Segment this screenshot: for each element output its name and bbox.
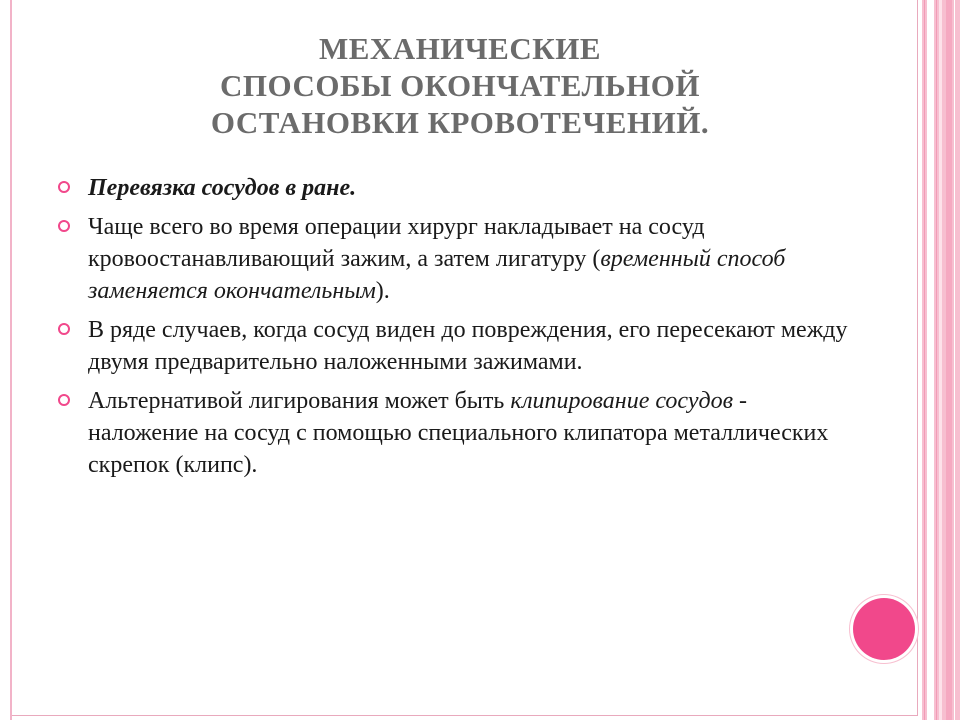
stripe [936, 0, 937, 720]
stripe [924, 0, 925, 720]
slide-title [60, 30, 860, 141]
bullet-item [56, 314, 856, 378]
title-line-1: МЕХАНИЧЕСКИЕ [318, 31, 602, 66]
stripe [946, 0, 952, 720]
accent-circle [853, 598, 915, 660]
bullet-text: Чаще всего во время операции хирург накладывает на сосуд кровоостанавливающий зажим, а затем лигатуру ( [88, 214, 705, 272]
bullet-italic-text: клипирование сосудов [510, 388, 734, 414]
bullet-item [56, 385, 856, 481]
bullet-text: В ряде случаев, когда сосуд виден до повреждения, его пересекают между двумя предварительно наложенными зажимами. [88, 317, 848, 375]
bullet-text: Альтернативой лигирования может быть [88, 388, 511, 414]
decorative-stripes [918, 0, 960, 720]
bullet-text: - наложение на сосуд с помощью специального клипатора металлических скрепок (клипс). [88, 388, 829, 478]
stripe [939, 0, 942, 720]
bullet-text: ). [375, 278, 390, 304]
title-line-3: ОСТАНОВКИ КРОВОТЕЧЕНИЙ. [210, 105, 710, 140]
bullet-text: Перевязка сосудов в ране. [88, 175, 357, 201]
bullet-circle-icon [58, 323, 70, 335]
bullet-circle-icon [58, 181, 70, 193]
bullet-circle-icon [58, 394, 70, 406]
stripe [927, 0, 934, 720]
bullet-italic-text: временный способ заменяется окончательным [88, 246, 786, 304]
title-line-2: СПОСОБЫ ОКОНЧАТЕЛЬНОЙ [219, 68, 700, 103]
stripe [954, 0, 955, 720]
bullet-list [56, 172, 856, 488]
bullet-item [56, 211, 856, 307]
bullet-circle-icon [58, 220, 70, 232]
stripe [918, 0, 922, 720]
bullet-item [56, 172, 856, 204]
